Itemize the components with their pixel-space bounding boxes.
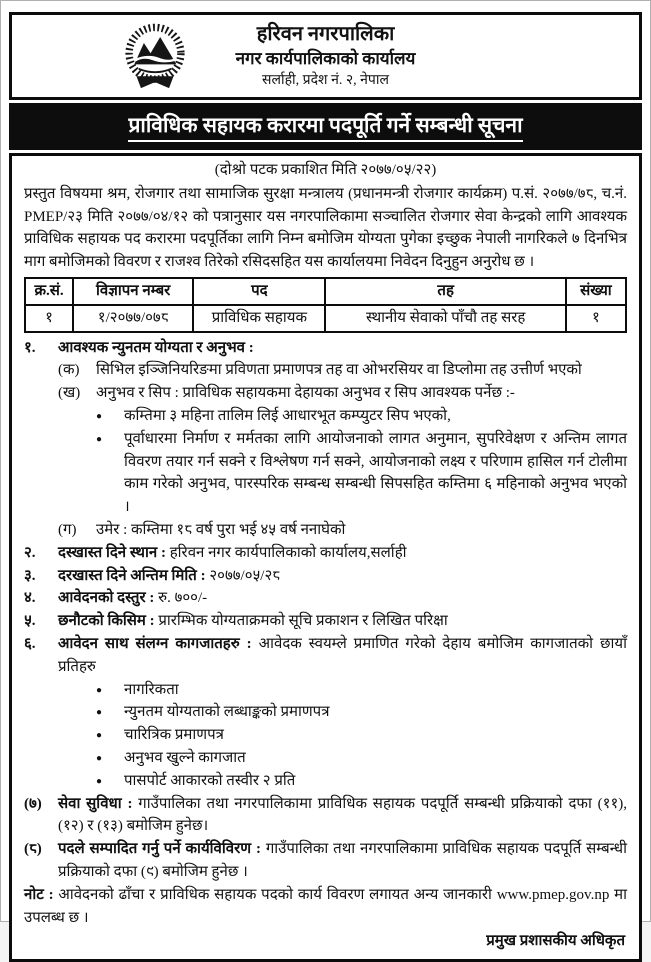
col-header-post: पद xyxy=(193,278,325,305)
note-label: नोट : xyxy=(24,886,54,903)
vacancy-table xyxy=(24,277,627,333)
bullet-passport-photo: ● पासपोर्ट आकारको तस्वीर २ प्रति xyxy=(96,770,627,793)
bullet-character-certificate: ● चारित्रिक प्रमाणपत्र xyxy=(96,724,627,747)
municipality-emblem-icon xyxy=(118,20,192,94)
item-application-place: २. दस्खास्त दिने स्थान : हरिवन नगर कार्यपालिकाको कार्यालय,सर्लाही xyxy=(24,544,407,561)
bullet-marksheet: ● न्युनतम योग्यताको लब्धाङ्कको प्रमाणपत्र xyxy=(96,701,627,724)
sub-item-ga-age: (ग) उमेर : कम्तिमा १८ वर्ष पुरा भई ४५ वर्ष ननाघेको xyxy=(58,521,346,538)
item-documents: ६. आवेदन साथ संलग्न कागजातहरु : आवेदक स्वयम्ले प्रमाणित गरेको देहाय बमोजिम कागजातको छायाँ प्रतिहरु xyxy=(24,635,627,675)
address-line: सर्लाही, प्रदेश नं. २, नेपाल xyxy=(262,72,389,88)
item-fee: ४. आवेदनको दस्तुर : रु. ७००/- xyxy=(24,590,208,607)
bullet-icon xyxy=(96,405,124,428)
cell-advert-number: १/२०७७/०७८ xyxy=(73,305,193,332)
notice-title-bar xyxy=(9,103,642,150)
item-service-benefits: (७) सेवा सुविधा : गाउँपालिका तथा नगरपालिकामा प्राविधिक सहायक पदपूर्ति सम्बन्धी प्रक्रियाको दफा (११), (१२) र (१३) बमोजिम हुनेछ। xyxy=(24,795,628,835)
publication-date-line: (दोश्रो पटक प्रकाशित मिति २०७७/०५/२२) xyxy=(214,162,437,178)
signature: प्रमुख प्रशासकीय अधिकृत xyxy=(486,933,625,950)
table-header-row xyxy=(25,278,626,305)
bullet-infrastructure-experience: ● पूर्वाधारमा निर्माण र मर्मतका लागि आयोजनाको लागत अनुमान, सुपरिवेक्षण र अन्तिम लागत विवरण तयार गर्न सक्ने र विश्लेषण गर्न सक्ने, आयोजनाको लक्ष्य र परिणाम हासिल गर्न टोलीमा काम गरेको अनुभव, पारस्परिक सम्बन्ध सम्बन्धी सिपसहित कम्तिमा ६ महिनाको अनुभव भएको । xyxy=(96,428,627,519)
bullet-computer-skill: ● कम्तिमा ३ महिना तालिम लिई आधारभूत कम्प्युटर सिप भएको, xyxy=(96,405,627,428)
col-header-quantity: संख्या xyxy=(566,278,626,305)
notice-body xyxy=(9,153,642,962)
note-text: आवेदनको ढाँचा र प्राविधिक सहायक पदको कार्य विवरण लगायत अन्य जानकारी www.pmep.gov.np मा उपलब्ध छ । xyxy=(24,886,627,926)
note-line xyxy=(24,884,627,930)
cell-level: स्थानीय सेवाको पाँचौ तह सरह xyxy=(325,305,565,332)
bullet-icon xyxy=(96,770,124,793)
bullet-icon xyxy=(96,724,124,747)
municipality-name: हरिवन नगरपालिका xyxy=(256,22,395,45)
table-row xyxy=(25,305,626,332)
item-qualification: १. आवश्यक न्युनतम योग्यता र अनुभव : xyxy=(24,339,254,356)
bullet-experience-documents: ● अनुभव खुल्ने कागजात xyxy=(96,747,627,770)
bullet-icon xyxy=(96,701,124,724)
bullet-icon xyxy=(96,679,124,702)
col-header-serial: क्र.सं. xyxy=(25,278,73,305)
col-header-advert-number: विज्ञापन नम्बर xyxy=(73,278,193,305)
intro-paragraph: प्रस्तुत विषयमा श्रम, रोजगार तथा सामाजिक सुरक्षा मन्त्रालय (प्रधानमन्त्री रोजगार कार्यक्रम) प.सं. २०७७/७८, च.नं. PMEP/२३ मिति २०७७/०४/१२ को पत्रानुसार यस नगरपालिकामा सञ्चालित रोजगार सेवा केन्द्रको लागि आवश्यक प्राविधिक सहायक पद करारमा पदपूर्तिका लागि निम्न बमोजिम योग्यता पुगेका इच्छुक नेपाली नागरिकले ७ दिनभित्र माग बमोजिमको विवरण र राजश्व तिरेको रसिदसहित यस कार्यालयमा निवेदन दिनुहुन अनुरोध छ । xyxy=(24,185,627,271)
office-name: नगर कार्यपालिकाको कार्यालय xyxy=(235,48,416,68)
sub-item-ka-education: (क) सिभिल इञ्जिनियरिङमा प्रविणता प्रमाणपत्र तह वा ओभरसियर वा डिप्लोमा तह उत्तीर्ण भएको xyxy=(58,362,582,379)
cell-post: प्राविधिक सहायक xyxy=(193,305,325,332)
bullet-citizenship: ● नागरिकता xyxy=(96,679,627,702)
bullet-icon xyxy=(96,747,124,770)
bullet-icon xyxy=(96,428,124,519)
notice-title: प्राविधिक सहायक करारमा पदपूर्ति गर्ने सम्बन्धी सूचना xyxy=(128,113,522,142)
sub-item-kha-experience: (ख) अनुभव र सिप : प्राविधिक सहायकमा देहायका अनुभव र सिप आवश्यक पर्नेछ :- xyxy=(58,385,515,402)
item-deadline: ३. दरखास्त दिने अन्तिम मिति : २०७७/०५/२८ xyxy=(24,567,281,584)
letterhead xyxy=(9,12,642,100)
item-selection-type: ५. छनौटको किसिम : प्रारम्भिक योग्यताक्रमको सूचि प्रकाशन र लिखित परिक्षा xyxy=(24,613,448,630)
item-job-description: (८) पदले सम्पादित गर्नु पर्ने कार्यविविरण : गाउँपालिका तथा नगरपालिकामा प्राविधिक सहायक पदपूर्ति सम्बन्धी प्रक्रियाको दफा (९) बमोजिम हुनेछ । xyxy=(24,841,627,880)
col-header-level: तह xyxy=(325,278,565,305)
cell-quantity: १ xyxy=(566,305,626,332)
cell-serial: १ xyxy=(25,305,73,332)
